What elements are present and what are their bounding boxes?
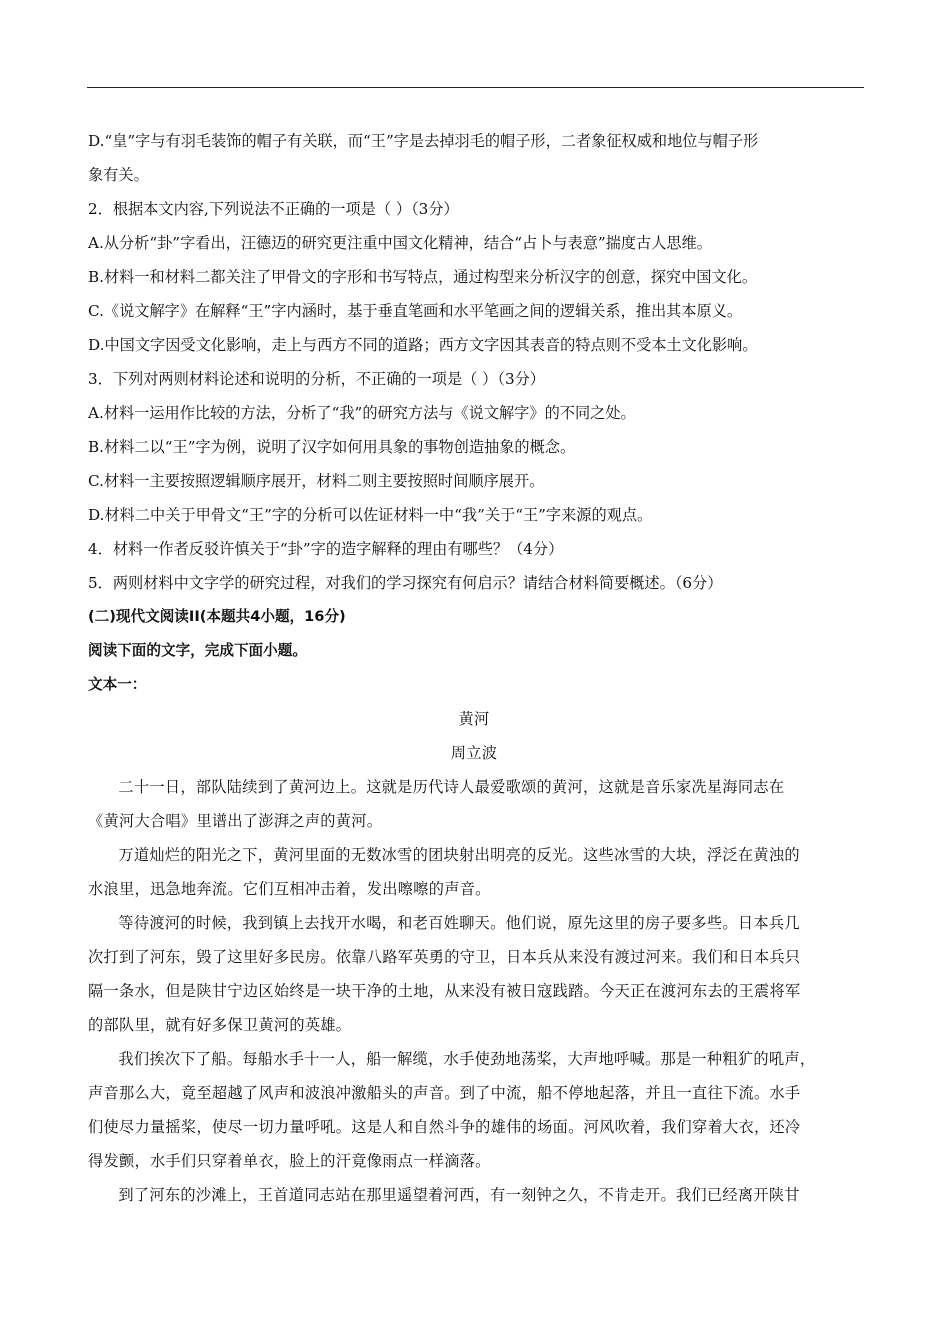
q2-option-b: B.材料一和材料二都关注了甲骨文的字形和书写特点，通过构型来分析汉字的创意，探究中国文化。 (88, 268, 758, 286)
paragraph-line: 到了河东的沙滩上，王首道同志站在那里遥望着河西，有一刻钟之久，不肯走开。我们已经离开陕甘 (118, 1186, 800, 1204)
q3-option-b: B.材料二以“王”字为例，说明了汉字如何用具象的事物创造抽象的概念。 (88, 438, 576, 456)
paragraph-line: 次打到了河东，毁了这里好多民房。依靠八路军英勇的守卫，日本兵从来没有渡过河来。我们和日本兵只 (88, 948, 801, 966)
paragraph-3 (88, 906, 860, 1042)
q1-option-d-line1: D.“皇”字与有羽毛装饰的帽子有关联，而“王”字是去掉羽毛的帽子形，二者象征权威和地位与帽子形 (88, 132, 759, 150)
q5-stem: 5．两则材料中文字学的研究过程，对我们的学习探究有何启示？请结合材料简要概述。（6分） (88, 574, 723, 592)
paragraph-5 (88, 1178, 860, 1212)
paragraph-line: 的部队里，就有好多保卫黄河的英雄。 (88, 1016, 352, 1034)
paragraph-line: 得发颤，水手们只穿着单衣，脸上的汗竟像雨点一样滴落。 (88, 1152, 491, 1170)
paragraph-line: 水浪里，迅急地奔流。它们互相冲击着，发出嚓嚓的声音。 (88, 880, 491, 898)
q2-option-d: D.中国文字因受文化影响，走上与西方不同的道路；西方文字因其表音的特点则不受本土文化影响。 (88, 336, 758, 354)
header-rule (87, 87, 864, 88)
paragraph-line: 《黄河大合唱》里谱出了澎湃之声的黄河。 (88, 812, 383, 830)
paragraph-line: 声音那么大，竟至超越了风声和波浪冲激船头的声音。到了中流，船不停地起落，并且一直往下流。水手 (88, 1084, 801, 1102)
q3-stem: 3．下列对两则材料论述和说明的分析，不正确的一项是（ ）（3分） (88, 370, 545, 388)
paragraph-line: 二十一日，部队陆续到了黄河边上。这就是历代诗人最爱歌颂的黄河，这就是音乐家冼星海同志在 (118, 778, 785, 796)
q2-stem: 2．根据本文内容,下列说法不正确的一项是（ ）（3分） (88, 200, 459, 218)
passage (88, 702, 860, 1212)
passage-title: 黄河 (458, 710, 490, 728)
q3-option-d: D.材料二中关于甲骨文“王”字的分析可以佐证材料一中“我”关于“王”字来源的观点。 (88, 506, 653, 524)
paragraph-line: 等待渡河的时候，我到镇上去找开水喝，和老百姓聊天。他们说，原先这里的房子要多些。日本兵几 (118, 914, 800, 932)
q2-option-a: A.从分析“卦”字看出，汪德迈的研究更注重中国文化精神，结合“占卜与表意”揣度古人思维。 (88, 234, 712, 252)
paragraph-4 (88, 1042, 860, 1178)
q3-option-a: A.材料一运用作比较的方法，分析了“我”的研究方法与《说文解字》的不同之处。 (88, 404, 636, 422)
q3-option-c: C.材料一主要按照逻辑顺序展开，材料二则主要按照时间顺序展开。 (88, 472, 545, 490)
paragraph-1 (88, 770, 860, 838)
paragraph-2 (88, 838, 860, 906)
paragraph-line: 隔一条水，但是陕甘宁边区始终是一块干净的土地，从来没有被日寇践踏。今天正在渡河东去的王震将军 (88, 982, 801, 1000)
section-heading: (二)现代文阅读II(本题共4小题，16分) (88, 608, 346, 625)
paragraph-line: 我们挨次下了船。每船水手十一人，船一解缆，水手使劲地荡桨，大声地呼喊。那是一种粗犷的吼声， (118, 1050, 816, 1068)
q1-option-d-line2: 象有关。 (88, 166, 149, 184)
paragraph-line: 们使尽力量摇桨，使尽一切力量呼吼。这是人和自然斗争的雄伟的场面。河风吹着，我们穿着大衣，还冷 (88, 1118, 801, 1136)
q4-stem: 4．材料一作者反驳许慎关于“卦”字的造字解释的理由有哪些？（4分） (88, 540, 564, 558)
text-label: 文本一： (88, 676, 147, 693)
q2-option-c: C.《说文解字》在解释“王”字内涵时，基于垂直笔画和水平笔画之间的逻辑关系，推出其本原义。 (88, 302, 743, 320)
passage-author: 周立波 (450, 744, 498, 762)
paragraph-line: 万道灿烂的阳光之下，黄河里面的无数冰雪的团块射出明亮的反光。这些冰雪的大块，浮泛在黄浊的 (118, 846, 800, 864)
section-instruction: 阅读下面的文字，完成下面小题。 (88, 642, 307, 659)
document-body (88, 124, 860, 1212)
